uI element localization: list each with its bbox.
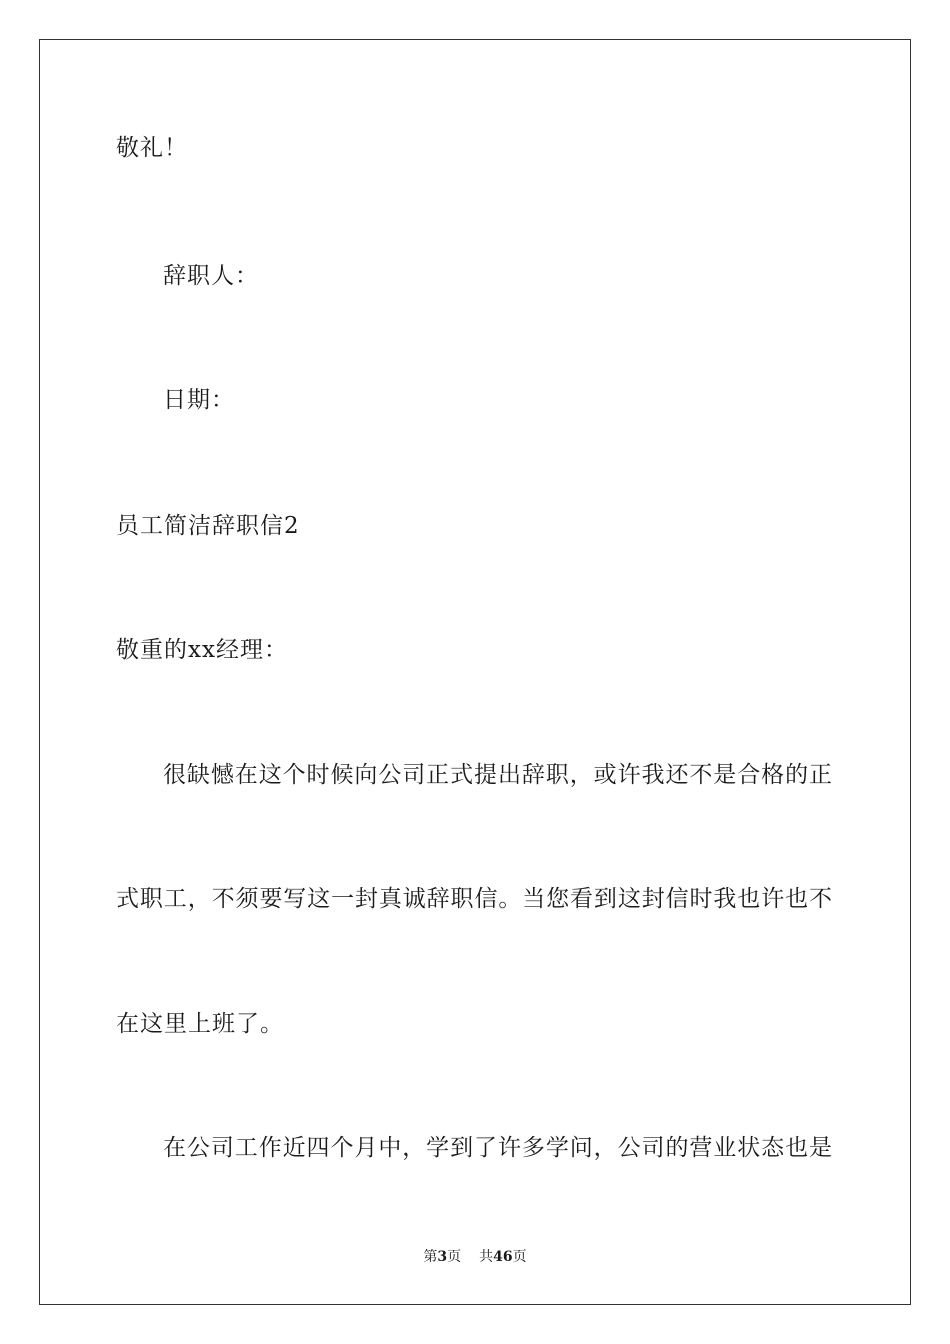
page-current: 3 [437,1249,448,1265]
body-paragraph-1-line-2: 式职工，不须要写这一封真诚辞职信。当您看到这封信时我也许也不 [116,886,832,912]
page-total: 46 [493,1249,513,1265]
page-footer [0,1248,950,1266]
body-paragraph-1-line-3: 在这里上班了。 [116,1011,284,1037]
date-label: 日期： [163,387,235,413]
letter-title: 员工简洁辞职信2 [116,513,300,539]
body-paragraph-2-line-1: 在公司工作近四个月中，学到了许多学问，公司的营业状态也是 [163,1135,832,1161]
closing-salutation: 敬礼！ [116,135,188,161]
page-border [39,39,911,1305]
total-prefix: 共 [479,1249,494,1265]
page-suffix: 页 [447,1249,462,1265]
signer-label: 辞职人： [163,263,259,289]
body-paragraph-1-line-1: 很缺憾在这个时候向公司正式提出辞职，或许我还不是合格的正 [163,762,832,788]
total-suffix: 页 [512,1249,527,1265]
letter-salutation: 敬重的xx经理： [116,637,288,663]
page-prefix: 第 [423,1249,438,1265]
